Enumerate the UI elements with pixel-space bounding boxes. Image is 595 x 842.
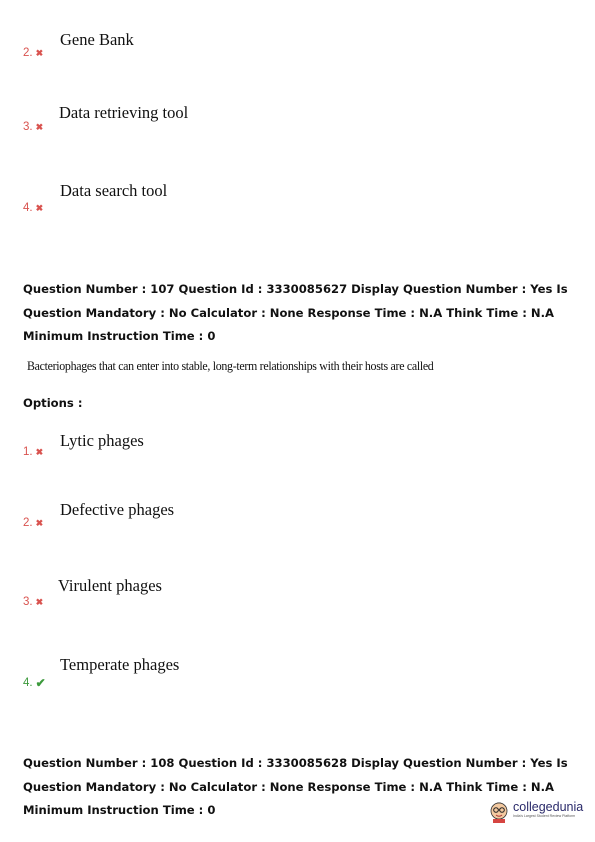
option-number-label: 2. <box>23 517 33 529</box>
wrong-mark-icon: ✖ <box>35 517 44 528</box>
option-number <box>23 47 43 59</box>
question-meta: Question Number : 107 Question Id : 3330085627 Display Question Number : Yes Is Question Mandatory : No Calculator : None Response Time : N.A Think Time : N.A Minimum Instruction Time : 0 <box>23 282 568 343</box>
option-number <box>23 517 43 529</box>
wrong-mark-icon: ✖ <box>35 47 44 58</box>
option-text: Data search tool <box>60 181 168 200</box>
option-number-label: 3. <box>23 596 33 608</box>
option-number <box>23 446 43 458</box>
option-text: Data retrieving tool <box>59 103 189 122</box>
option-number-label: 4. <box>23 202 33 214</box>
question-text: Bacteriophages that can enter into stable, long-term relationships with their hosts are called <box>27 358 434 373</box>
option-text: Defective phages <box>60 500 175 519</box>
mascot-icon <box>488 797 510 823</box>
option-number-label: 3. <box>23 121 33 133</box>
option-number <box>23 596 43 608</box>
wrong-mark-icon: ✖ <box>35 121 44 132</box>
option-number-label: 2. <box>23 47 33 59</box>
option-number <box>23 121 43 133</box>
wrong-mark-icon: ✖ <box>35 596 44 607</box>
option-number <box>23 676 46 690</box>
logo-text <box>513 801 583 819</box>
correct-check-icon: ✔ <box>35 676 46 690</box>
option-number <box>23 202 43 214</box>
logo-tagline: India's Largest Student Review Platform <box>513 814 576 818</box>
question-meta: Question Number : 108 Question Id : 3330085628 Display Question Number : Yes Is Question Mandatory : No Calculator : None Response Time : N.A Think Time : N.A Minimum Instruction Time : 0 <box>23 756 568 817</box>
wrong-mark-icon: ✖ <box>35 202 44 213</box>
options-label: Options : <box>23 396 83 410</box>
option-text: Virulent phages <box>58 576 162 595</box>
option-text: Lytic phages <box>60 431 144 450</box>
wrong-mark-icon: ✖ <box>35 446 44 457</box>
collegedunia-logo <box>488 797 583 823</box>
option-text: Temperate phages <box>60 655 180 674</box>
option-number-label: 4. <box>23 677 33 689</box>
logo-name: collegedunia <box>513 800 584 814</box>
option-number-label: 1. <box>23 446 33 458</box>
option-text: Gene Bank <box>60 30 134 49</box>
